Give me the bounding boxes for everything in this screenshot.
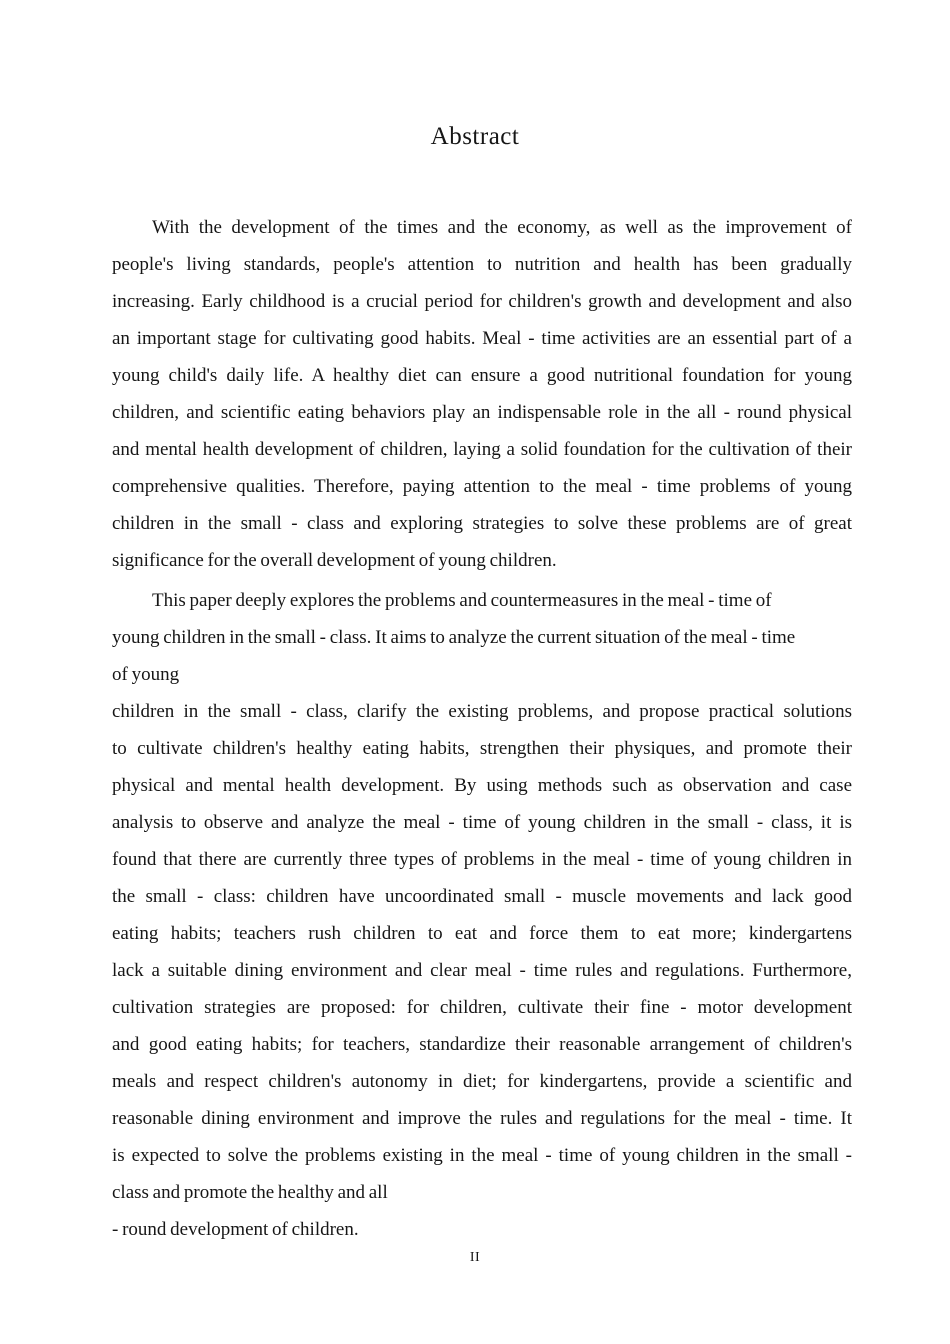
text-line: the small - class: children have uncoordinated small - muscle movements and lack good bbox=[112, 886, 852, 907]
text-line: is expected to solve the problems existing in the meal - time of young children in the small - bbox=[112, 1145, 852, 1166]
text-line: lack a suitable dining environment and clear meal - time rules and regulations. Furthermore, bbox=[112, 960, 852, 981]
text-line: and mental health development of children, laying a solid foundation for the cultivation of their bbox=[112, 439, 852, 460]
text-line: increasing. Early childhood is a crucial period for children's growth and development and also bbox=[112, 291, 852, 312]
text-line: analysis to observe and analyze the meal - time of young children in the small - class, it is bbox=[112, 812, 852, 833]
abstract-body bbox=[112, 209, 852, 1248]
text-line: young child's daily life. A healthy diet can ensure a good nutritional foundation for young bbox=[112, 365, 852, 386]
text-line: - round development of children. bbox=[112, 1219, 359, 1240]
text-line: eating habits; teachers rush children to eat and force them to eat more; kindergartens bbox=[112, 923, 852, 944]
text-line: physical and mental health development. By using methods such as observation and case bbox=[112, 775, 852, 796]
document-title: Abstract bbox=[430, 123, 520, 150]
text-line: cultivation strategies are proposed: for children, cultivate their fine - motor development bbox=[112, 997, 852, 1018]
text-line: With the development of the times and the economy, as well as the improvement of bbox=[152, 217, 852, 238]
text-line: significance for the overall development of young children. bbox=[112, 550, 557, 571]
text-line: of young bbox=[112, 664, 180, 685]
text-line: meals and respect children's autonomy in diet; for kindergartens, provide a scientific and bbox=[112, 1071, 852, 1092]
text-line: children in the small - class and exploring strategies to solve these problems are of great bbox=[112, 513, 852, 534]
text-line: people's living standards, people's attention to nutrition and health has been gradually bbox=[112, 254, 852, 275]
text-line: and good eating habits; for teachers, standardize their reasonable arrangement of children's bbox=[112, 1034, 852, 1055]
text-line: children, and scientific eating behaviors play an indispensable role in the all - round physical bbox=[112, 402, 852, 423]
text-line: This paper deeply explores the problems and countermeasures in the meal - time of bbox=[152, 590, 772, 611]
text-line: children in the small - class, clarify the existing problems, and propose practical solutions bbox=[112, 701, 852, 722]
text-line: to cultivate children's healthy eating habits, strengthen their physiques, and promote their bbox=[112, 738, 852, 759]
text-line: young children in the small - class. It aims to analyze the current situation of the meal - time bbox=[112, 627, 796, 648]
text-line: reasonable dining environment and improve the rules and regulations for the meal - time. It bbox=[112, 1108, 852, 1129]
text-line: found that there are currently three types of problems in the meal - time of young children in bbox=[112, 849, 852, 870]
text-line: an important stage for cultivating good habits. Meal - time activities are an essential part of a bbox=[112, 328, 852, 349]
paragraph bbox=[112, 209, 852, 579]
page-number: II bbox=[469, 1250, 481, 1265]
text-line: comprehensive qualities. Therefore, paying attention to the meal - time problems of young bbox=[112, 476, 852, 497]
text-line: class and promote the healthy and all bbox=[112, 1182, 388, 1203]
paragraph bbox=[112, 582, 852, 1248]
